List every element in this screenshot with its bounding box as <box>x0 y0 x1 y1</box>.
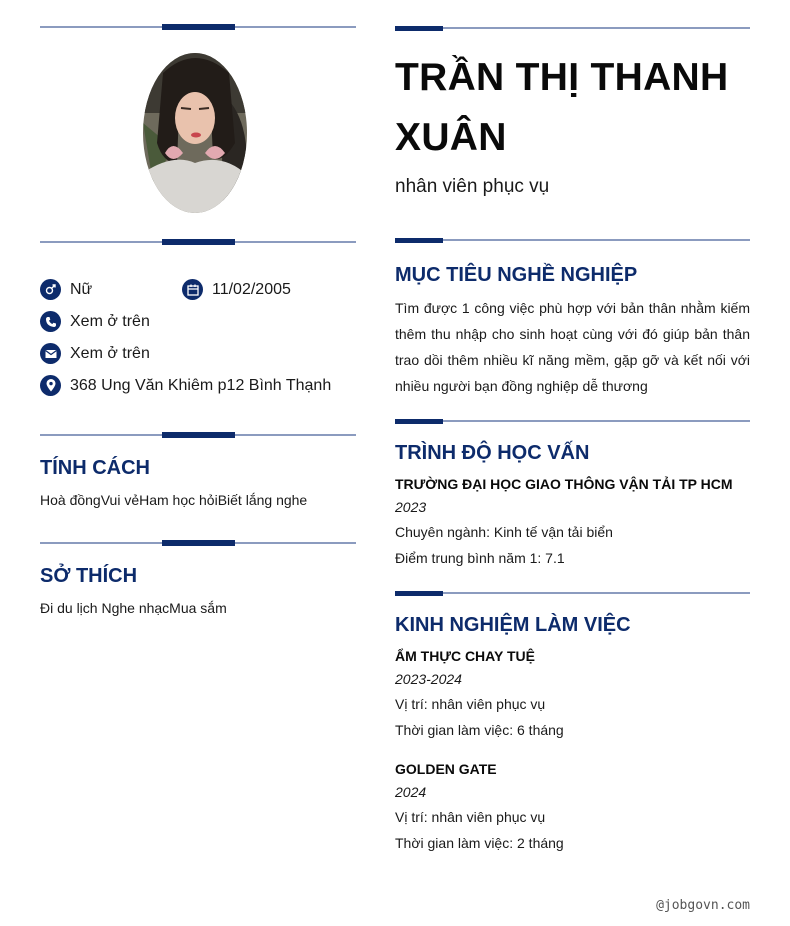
right-divider-education <box>395 420 750 422</box>
gender-row <box>40 279 92 300</box>
location-pin-icon <box>40 375 61 396</box>
job-duration: Thời gian làm việc: 6 tháng <box>395 722 564 738</box>
education-year: 2023 <box>395 499 427 515</box>
address-value: 368 Ung Văn Khiêm p12 Bình Thạnh <box>70 376 332 394</box>
job-role: Vị trí: nhân viên phục vụ <box>395 809 546 825</box>
job-period: 2024 <box>395 784 427 800</box>
job-period: 2023-2024 <box>395 671 462 687</box>
education-gpa: Điểm trung bình năm 1: 7.1 <box>395 550 565 566</box>
right-divider-top <box>395 27 750 29</box>
education-school: TRƯỜNG ĐẠI HỌC GIAO THÔNG VẬN TẢI TP HCM <box>395 476 733 492</box>
objective-text: Tìm được 1 công việc phù hợp với bản thân nhằm kiếm thêm thu nhập cho sinh hoạt cùng với đó giúp bản thân trao dồi thêm nhiều kĩ năng mềm, gặp gỡ và kết nối với nhiều người bạn đồng nghiệp dễ thương <box>395 300 750 394</box>
left-divider-hobbies <box>40 542 356 544</box>
phone-value: Xem ở trên <box>70 312 150 330</box>
personality-heading: TÍNH CÁCH <box>40 457 150 479</box>
left-divider-personality <box>40 434 356 436</box>
mail-icon <box>40 343 61 364</box>
email-value: Xem ở trên <box>70 344 150 362</box>
watermark: @jobgovn.com <box>656 898 750 913</box>
hobbies-text: Đi du lịch Nghe nhạcMua sắm <box>40 600 227 616</box>
education-major: Chuyên ngành: Kinh tế vận tải biển <box>395 524 613 540</box>
left-divider-top <box>40 26 356 28</box>
job-company: GOLDEN GATE <box>395 761 497 777</box>
candidate-position: nhân viên phục vụ <box>395 176 550 197</box>
phone-row <box>40 311 150 332</box>
gender-value: Nữ <box>70 280 93 298</box>
calendar-icon <box>182 279 203 300</box>
right-divider-objective <box>395 239 750 241</box>
job-company: ẨM THỰC CHAY TUỆ <box>395 648 535 664</box>
email-row <box>40 343 150 364</box>
address-row <box>40 375 331 396</box>
birthday-row <box>182 279 291 300</box>
avatar <box>143 53 247 213</box>
candidate-name: TRẦN THỊ THANH XUÂN <box>395 56 729 159</box>
experience-heading: KINH NGHIỆM LÀM VIỆC <box>395 614 631 636</box>
birthday-value: 11/02/2005 <box>212 280 291 298</box>
objective-heading: MỤC TIÊU NGHỀ NGHIỆP <box>395 264 638 286</box>
job-duration: Thời gian làm việc: 2 tháng <box>395 835 564 851</box>
left-divider-avatar-bottom <box>40 241 356 243</box>
personality-text: Hoà đồngVui vẻHam học hỏiBiết lắng nghe <box>40 492 308 508</box>
right-divider-experience <box>395 592 750 594</box>
phone-icon <box>40 311 61 332</box>
education-heading: TRÌNH ĐỘ HỌC VẤN <box>395 442 590 464</box>
job-role: Vị trí: nhân viên phục vụ <box>395 696 546 712</box>
hobbies-heading: SỞ THÍCH <box>40 565 138 587</box>
gender-icon <box>40 279 61 300</box>
